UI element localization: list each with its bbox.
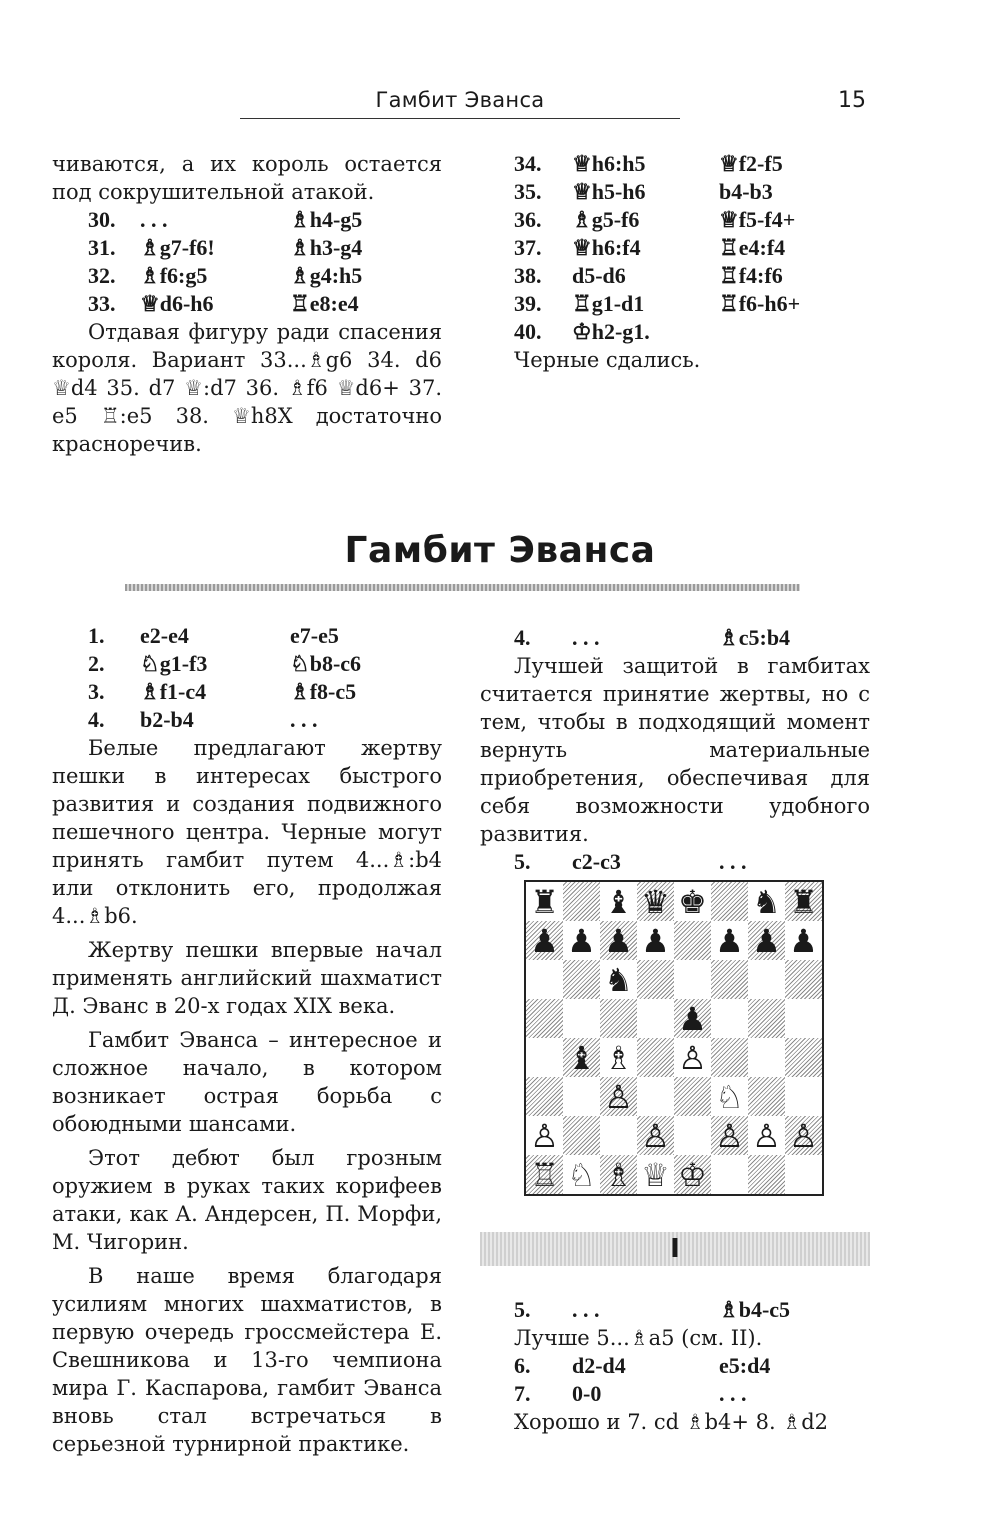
black-move: ♗b4-c5 <box>719 1297 791 1322</box>
variation-label: I <box>670 1234 680 1264</box>
move-number: 5. <box>514 849 531 874</box>
chess-piece-icon: ♙ <box>530 1116 559 1155</box>
board-square-f3 <box>711 1077 748 1116</box>
white-move: ♗f1-c4 <box>140 679 207 704</box>
move-row <box>514 624 870 652</box>
board-square-d3 <box>637 1077 674 1116</box>
white-move: e2-e4 <box>140 623 189 648</box>
move-row <box>52 706 442 734</box>
paragraph: Черные сдались. <box>514 348 701 372</box>
paragraph: Гамбит Эванса – интересное и сложное начало, в котором возникает острая борьба с обоюдными шансами. <box>52 1028 442 1136</box>
board-square-a3 <box>526 1077 563 1116</box>
white-move: ♖g1-d1 <box>572 291 645 316</box>
move-number: 35. <box>514 179 542 204</box>
chess-piece-icon: ♙ <box>789 1116 818 1155</box>
black-move: . . . <box>290 707 318 732</box>
board-square-b4 <box>563 1038 600 1077</box>
board-square-e6 <box>674 960 711 999</box>
move-number: 37. <box>514 235 542 260</box>
move-number: 6. <box>514 1353 531 1378</box>
board-square-g7 <box>748 921 785 960</box>
chess-piece-icon: ♟ <box>789 921 818 960</box>
chess-piece-icon: ♛ <box>641 882 670 921</box>
board-square-c4 <box>600 1038 637 1077</box>
white-move: ♗g7-f6! <box>140 235 215 260</box>
section-rule <box>125 584 800 591</box>
chess-piece-icon: ♙ <box>752 1116 781 1155</box>
chess-piece-icon: ♘ <box>715 1077 744 1116</box>
variation-column <box>514 1296 870 1436</box>
move-row <box>514 262 874 290</box>
black-move: ♖f4:f6 <box>719 263 783 288</box>
move-number: 33. <box>88 291 116 316</box>
board-square-e5 <box>674 999 711 1038</box>
board-square-d2 <box>637 1116 674 1155</box>
board-square-h7 <box>785 921 822 960</box>
board-square-e3 <box>674 1077 711 1116</box>
black-move: e7-e5 <box>290 623 339 648</box>
board-square-f2 <box>711 1116 748 1155</box>
move-row <box>52 650 442 678</box>
move-row <box>514 206 874 234</box>
board-square-c3 <box>600 1077 637 1116</box>
board-square-a4 <box>526 1038 563 1077</box>
chess-piece-icon: ♙ <box>715 1116 744 1155</box>
paragraph: Лучше 5...♗a5 (см. II). <box>514 1326 763 1350</box>
white-move: ♕h6:h5 <box>572 151 646 176</box>
board-square-h8 <box>785 882 822 921</box>
board-square-b5 <box>563 999 600 1038</box>
chess-piece-icon: ♝ <box>604 882 633 921</box>
move-row <box>52 262 442 290</box>
move-row <box>514 150 874 178</box>
board-square-b2 <box>563 1116 600 1155</box>
chess-piece-icon: ♟ <box>567 921 596 960</box>
white-move: 0-0 <box>572 1381 602 1406</box>
board-square-g8 <box>748 882 785 921</box>
move-number: 1. <box>88 623 105 648</box>
chess-piece-icon: ♜ <box>789 882 818 921</box>
board-square-g1 <box>748 1155 785 1194</box>
paragraph: В наше время благодаря усилиям многих шахматистов, в первую очередь гроссмейстера Е. Свешникова и 13-го чемпиона мира Г. Каспарова, гамбит Эванса вновь стал встречаться в серьезной турнирной практике. <box>52 1264 442 1456</box>
chess-piece-icon: ♙ <box>678 1038 707 1077</box>
section-title: Гамбит Эванса <box>344 530 656 571</box>
board-square-d4 <box>637 1038 674 1077</box>
board-square-c8 <box>600 882 637 921</box>
move-number: 7. <box>514 1381 531 1406</box>
board-square-g3 <box>748 1077 785 1116</box>
move-number: 34. <box>514 151 542 176</box>
board-square-g4 <box>748 1038 785 1077</box>
move-row <box>52 622 442 650</box>
board-square-d6 <box>637 960 674 999</box>
white-move: . . . <box>140 207 168 232</box>
chess-piece-icon: ♚ <box>678 882 707 921</box>
black-move: e5:d4 <box>719 1353 771 1378</box>
top-left-column <box>52 150 442 458</box>
move-number: 36. <box>514 207 542 232</box>
move-row <box>514 1380 870 1408</box>
move-row <box>52 678 442 706</box>
board-square-b1 <box>563 1155 600 1194</box>
move-number: 4. <box>88 707 105 732</box>
move-number: 30. <box>88 207 116 232</box>
move-number: 5. <box>514 1297 531 1322</box>
board-square-b3 <box>563 1077 600 1116</box>
chess-piece-icon: ♘ <box>567 1155 596 1194</box>
board-square-c2 <box>600 1116 637 1155</box>
move-row <box>514 178 874 206</box>
chess-piece-icon: ♞ <box>604 960 633 999</box>
board-square-h3 <box>785 1077 822 1116</box>
board-square-a7 <box>526 921 563 960</box>
white-move: ♕h5-h6 <box>572 179 646 204</box>
board-square-c6 <box>600 960 637 999</box>
header-rule <box>240 118 680 119</box>
white-move: . . . <box>572 1297 600 1322</box>
paragraph: Этот дебют был грозным оружием в руках таких корифеев атаки, как А. Андерсен, П. Морфи, М. Чигорин. <box>52 1146 442 1254</box>
chess-piece-icon: ♙ <box>604 1077 633 1116</box>
paragraph: Жертву пешки впервые начал применять английский шахматист Д. Эванс в 20-х годах XIX века. <box>52 938 442 1018</box>
board-square-d7 <box>637 921 674 960</box>
board-square-f6 <box>711 960 748 999</box>
board-square-f7 <box>711 921 748 960</box>
chess-diagram <box>524 880 824 1196</box>
board-square-b7 <box>563 921 600 960</box>
white-move: b2-b4 <box>140 707 194 732</box>
board-square-f8 <box>711 882 748 921</box>
white-move: ♕d6-h6 <box>140 291 214 316</box>
paragraph: Хорошо и 7. cd ♗b4+ 8. ♗d2 <box>514 1410 829 1434</box>
black-move: ♗g4:h5 <box>290 263 363 288</box>
chess-piece-icon: ♕ <box>641 1155 670 1194</box>
white-move: d2-d4 <box>572 1353 626 1378</box>
chess-piece-icon: ♜ <box>530 882 559 921</box>
board-square-d8 <box>637 882 674 921</box>
chess-piece-icon: ♟ <box>604 921 633 960</box>
board-square-e8 <box>674 882 711 921</box>
chess-piece-icon: ♟ <box>752 921 781 960</box>
move-number: 39. <box>514 291 542 316</box>
white-move: c2-c3 <box>572 849 621 874</box>
move-row <box>514 1352 870 1380</box>
black-move: b4-b3 <box>719 179 773 204</box>
white-move: ♔h2-g1. <box>572 319 650 344</box>
move-row <box>514 1296 870 1324</box>
black-move: ♗h4-g5 <box>290 207 363 232</box>
board-square-e1 <box>674 1155 711 1194</box>
board-square-a5 <box>526 999 563 1038</box>
black-move: ♕f2-f5 <box>719 151 783 176</box>
board-square-h6 <box>785 960 822 999</box>
chess-piece-icon: ♟ <box>678 999 707 1038</box>
chess-piece-icon: ♖ <box>530 1155 559 1194</box>
white-move: ♗f6:g5 <box>140 263 208 288</box>
move-row <box>52 290 442 318</box>
chess-piece-icon: ♗ <box>604 1155 633 1194</box>
move-row <box>514 848 870 876</box>
board-square-f4 <box>711 1038 748 1077</box>
board-square-b6 <box>563 960 600 999</box>
black-move <box>719 318 869 346</box>
move-number: 2. <box>88 651 105 676</box>
black-move: . . . <box>719 1381 747 1406</box>
board-square-h5 <box>785 999 822 1038</box>
chess-piece-icon: ♟ <box>715 921 744 960</box>
paragraph: чиваются, а их король остается под сокрушительной атакой. <box>52 152 442 204</box>
move-row <box>514 290 874 318</box>
white-move: d5-d6 <box>572 263 626 288</box>
paragraph: Лучшей защитой в гамбитах считается принятие жертвы, но с тем, чтобы в подходящий момент вернуть материальные приобретения, обеспечивая для себя возможности удобного развития. <box>480 654 870 846</box>
board-square-a1 <box>526 1155 563 1194</box>
board-square-f5 <box>711 999 748 1038</box>
board-square-f1 <box>711 1155 748 1194</box>
running-title: Гамбит Эванса <box>375 88 545 112</box>
chess-piece-icon: ♙ <box>641 1116 670 1155</box>
board-square-a6 <box>526 960 563 999</box>
white-move: . . . <box>572 625 600 650</box>
bottom-right-column <box>480 624 870 876</box>
move-list <box>52 206 442 318</box>
bottom-left-column <box>52 622 442 1458</box>
top-right-column <box>514 150 874 374</box>
chess-piece-icon: ♝ <box>567 1038 596 1077</box>
move-number: 32. <box>88 263 116 288</box>
move-number: 38. <box>514 263 542 288</box>
board-square-c5 <box>600 999 637 1038</box>
board-square-b8 <box>563 882 600 921</box>
paragraph: Белые предлагают жертву пешки в интересах быстрого развития и создания подвижного пешечного центра. Черные могут принять гамбит путем 4...♗:b4 или отклонить его, продолжая 4...♗b6. <box>52 736 442 928</box>
black-move: ♖f6-h6+ <box>719 291 801 316</box>
chess-piece-icon: ♟ <box>641 921 670 960</box>
board-square-h2 <box>785 1116 822 1155</box>
board-square-c1 <box>600 1155 637 1194</box>
white-move: ♕h6:f4 <box>572 235 641 260</box>
move-row <box>52 234 442 262</box>
move-number: 4. <box>514 625 531 650</box>
move-number: 3. <box>88 679 105 704</box>
move-row <box>514 234 874 262</box>
chess-piece-icon: ♗ <box>604 1038 633 1077</box>
white-move: ♘g1-f3 <box>140 651 208 676</box>
black-move: . . . <box>719 849 747 874</box>
move-number: 40. <box>514 319 542 344</box>
board-square-g6 <box>748 960 785 999</box>
board-square-e4 <box>674 1038 711 1077</box>
board-square-a2 <box>526 1116 563 1155</box>
board-square-g5 <box>748 999 785 1038</box>
black-move: ♘b8-c6 <box>290 651 362 676</box>
board-square-c7 <box>600 921 637 960</box>
board-square-h4 <box>785 1038 822 1077</box>
chess-piece-icon: ♞ <box>752 882 781 921</box>
chess-piece-icon: ♟ <box>530 921 559 960</box>
board-square-a8 <box>526 882 563 921</box>
board-square-e7 <box>674 921 711 960</box>
black-move: ♗c5:b4 <box>719 625 791 650</box>
move-number: 31. <box>88 235 116 260</box>
paragraph: Отдавая фигуру ради спасения короля. Вариант 33...♗g6 34. d6 ♕d4 35. d7 ♕:d7 36. ♗f6 ♕d6+ 37. e5 ♖:e5 38. ♕h8X достаточно красноречив. <box>52 320 442 456</box>
move-row <box>52 206 442 234</box>
black-move: ♗h3-g4 <box>290 235 363 260</box>
white-move: ♗g5-f6 <box>572 207 640 232</box>
board-square-g2 <box>748 1116 785 1155</box>
black-move: ♖e4:f4 <box>719 235 786 260</box>
board-square-d1 <box>637 1155 674 1194</box>
black-move: ♕f5-f4+ <box>719 207 796 232</box>
board-square-h1 <box>785 1155 822 1194</box>
page-number: 15 <box>838 88 866 113</box>
black-move: ♖e8:e4 <box>290 291 359 316</box>
chess-piece-icon: ♔ <box>678 1155 707 1194</box>
board-square-e2 <box>674 1116 711 1155</box>
move-row <box>514 318 874 346</box>
black-move: ♗f8-c5 <box>290 679 357 704</box>
board-square-d5 <box>637 999 674 1038</box>
